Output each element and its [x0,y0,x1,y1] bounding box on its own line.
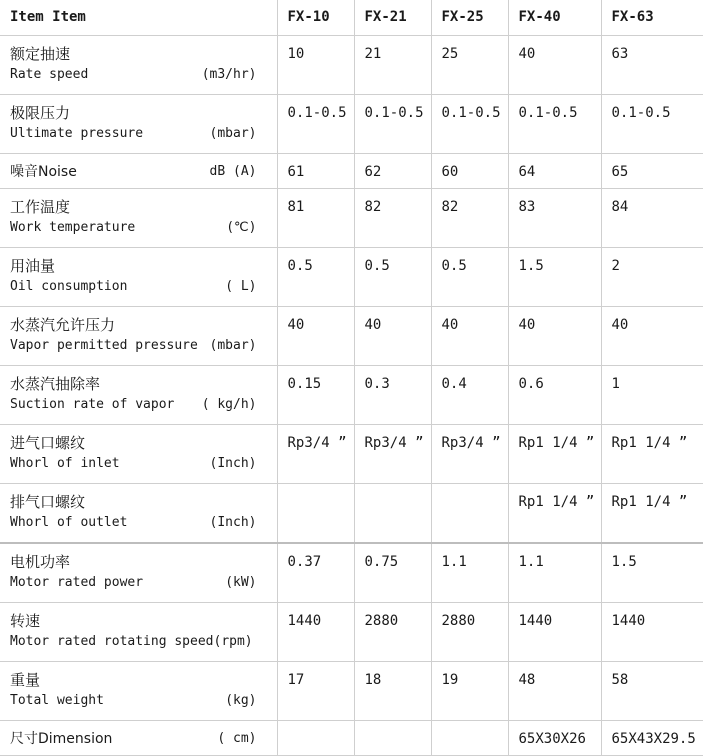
row-label-zh: 尺寸Dimension [10,731,113,747]
row-label-en-text: Whorl of outlet [10,515,128,530]
row-label-en [10,512,267,534]
row-label-en [10,217,267,239]
value-cell: 48 [508,662,601,721]
row-label-zh: 进气口螺纹 [10,434,86,452]
model-header: FX-21 [354,0,431,36]
value-cell: 83 [508,189,601,248]
row-unit: (mbar) [209,126,257,141]
row-label-en-text: Oil consumption [10,279,128,294]
value-cell: 62 [354,154,431,189]
row-label-zh: 重量 [10,671,41,689]
value-cell: 1440 [508,603,601,662]
value-cell: 0.4 [431,366,508,425]
row-label-zh: 用油量 [10,257,56,275]
item-header: Item Item [0,0,277,36]
row-label-cell [0,425,277,484]
value-cell: 82 [431,189,508,248]
table-row [0,154,703,189]
row-label-en-text: Suction rate of vapor [10,397,175,412]
row-unit: (kW) [225,575,257,590]
row-unit: (mbar) [209,338,257,353]
value-cell: 0.37 [277,543,354,603]
value-cell: Rp3/4 ” [354,425,431,484]
value-cell: 61 [277,154,354,189]
value-cell: 0.1-0.5 [277,95,354,154]
row-label-cell [0,189,277,248]
row-unit: ( L) [225,279,257,294]
row-label-cell [0,366,277,425]
row-unit: dB (A) [209,164,257,179]
row-label-zh: 转速 [10,612,41,630]
row-label-cell [0,307,277,366]
value-cell: 1.1 [431,543,508,603]
model-header: FX-63 [601,0,703,36]
row-label-en [10,123,267,145]
row-label-en-text: Work temperature [10,220,136,235]
value-cell: 19 [431,662,508,721]
value-cell: Rp1 1/4 ” [508,484,601,544]
value-cell: 0.1-0.5 [601,95,703,154]
value-cell [277,721,354,756]
row-unit: (Inch) [209,456,257,471]
value-cell: 25 [431,36,508,95]
value-cell: 1440 [277,603,354,662]
table-row [0,189,703,248]
value-cell: Rp1 1/4 ” [508,425,601,484]
row-label-en [10,690,267,712]
row-label-en-text: Vapor permitted pressure [10,338,198,353]
row-label-en [10,335,267,357]
row-label-en [10,276,267,298]
value-cell [354,484,431,544]
value-cell: Rp3/4 ” [431,425,508,484]
value-cell: 63 [601,36,703,95]
value-cell: 64 [508,154,601,189]
row-label-zh: 水蒸汽抽除率 [10,375,101,393]
value-cell: Rp3/4 ” [277,425,354,484]
value-cell: 1.5 [508,248,601,307]
value-cell: 0.75 [354,543,431,603]
row-label-en [10,64,267,86]
row-label-en [10,394,267,416]
table-row [0,721,703,756]
row-unit: (m3/hr) [201,67,257,82]
value-cell [354,721,431,756]
table-row [0,484,703,544]
row-label-cell [0,721,277,756]
row-label-single [10,162,267,182]
value-cell: 0.1-0.5 [508,95,601,154]
value-cell: 40 [354,307,431,366]
value-cell: 65 [601,154,703,189]
row-label-en-text: Rate speed [10,67,89,82]
table-row [0,36,703,95]
model-header: FX-10 [277,0,354,36]
row-label-cell [0,543,277,603]
row-label-zh: 电机功率 [10,553,71,571]
row-label-cell [0,154,277,189]
row-label-zh: 极限压力 [10,104,71,122]
value-cell [431,484,508,544]
value-cell: 82 [354,189,431,248]
value-cell: 0.5 [354,248,431,307]
table-row [0,662,703,721]
table-row [0,425,703,484]
row-label-cell [0,248,277,307]
row-label-en-text: Motor rated power [10,575,144,590]
value-cell: 65X30X26 [508,721,601,756]
row-label-cell [0,95,277,154]
row-unit [257,631,267,653]
value-cell: 65X43X29.5 [601,721,703,756]
value-cell: Rp1 1/4 ” [601,484,703,544]
value-cell: 1.5 [601,543,703,603]
value-cell: 0.3 [354,366,431,425]
value-cell: 40 [277,307,354,366]
value-cell: 81 [277,189,354,248]
value-cell: 0.5 [431,248,508,307]
value-cell: 58 [601,662,703,721]
value-cell: 2880 [354,603,431,662]
table-row [0,366,703,425]
row-label-zh: 额定抽速 [10,45,71,63]
value-cell: 18 [354,662,431,721]
model-header: FX-40 [508,0,601,36]
value-cell: 0.1-0.5 [431,95,508,154]
value-cell [277,484,354,544]
value-cell: 40 [601,307,703,366]
row-unit: ( cm) [217,731,257,746]
row-unit: ( kg/h) [201,397,257,412]
row-label-cell [0,662,277,721]
value-cell: 2880 [431,603,508,662]
row-unit: (Inch) [209,515,257,530]
value-cell: 84 [601,189,703,248]
table-row [0,543,703,603]
row-label-en-text: Ultimate pressure [10,126,144,141]
value-cell: 40 [508,307,601,366]
row-label-cell [0,484,277,544]
header-row [0,0,703,36]
table-row [0,603,703,662]
row-label-en-text: Motor rated rotating speed(rpm) [10,634,253,649]
row-label-en-text: Whorl of inlet [10,456,120,471]
value-cell: 1 [601,366,703,425]
value-cell [431,721,508,756]
value-cell: 0.15 [277,366,354,425]
row-label-cell [0,603,277,662]
row-label-single [10,729,267,749]
table-row [0,307,703,366]
row-label-en [10,631,267,653]
table-row [0,248,703,307]
row-label-zh: 排气口螺纹 [10,493,86,511]
value-cell: 0.6 [508,366,601,425]
value-cell: 17 [277,662,354,721]
model-header: FX-25 [431,0,508,36]
row-label-en [10,453,267,475]
row-label-zh: 水蒸汽允许压力 [10,316,116,334]
row-label-cell [0,36,277,95]
row-unit: (℃) [226,220,257,235]
value-cell: 40 [508,36,601,95]
value-cell: 1440 [601,603,703,662]
value-cell: Rp1 1/4 ” [601,425,703,484]
row-label-en-text: Total weight [10,693,104,708]
value-cell: 21 [354,36,431,95]
row-label-en [10,572,267,594]
table-row [0,95,703,154]
row-label-zh: 噪音Noise [10,164,77,180]
row-label-zh: 工作温度 [10,198,71,216]
value-cell: 60 [431,154,508,189]
value-cell: 0.1-0.5 [354,95,431,154]
value-cell: 1.1 [508,543,601,603]
value-cell: 2 [601,248,703,307]
value-cell: 0.5 [277,248,354,307]
value-cell: 10 [277,36,354,95]
row-unit: (kg) [225,693,257,708]
value-cell: 40 [431,307,508,366]
